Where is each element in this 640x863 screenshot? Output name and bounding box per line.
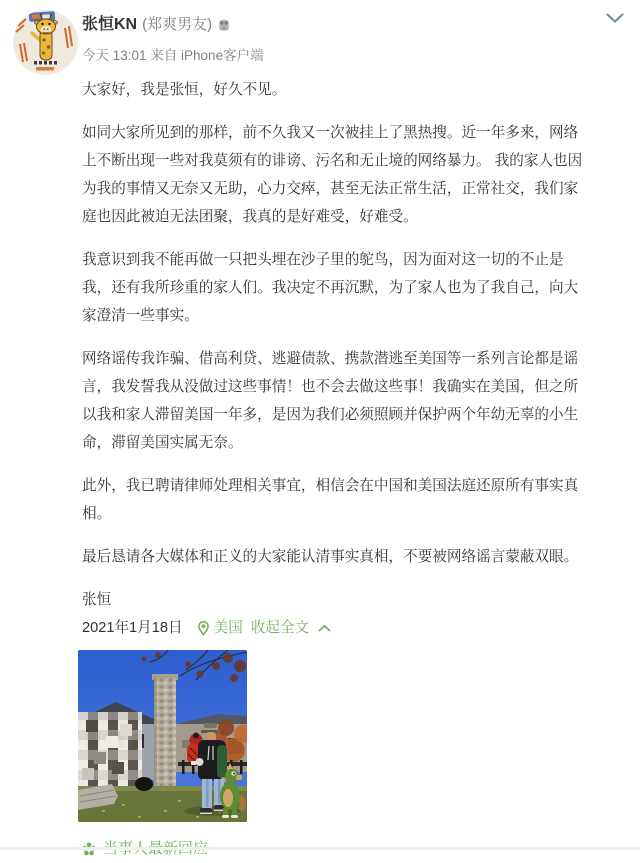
paragraph: 网络谣传我诈骗、借高利贷、逃避债款、携款潜逃至美国等一系列言论都是谣言，我发誓我从没做过这些事情！也不会去做这些事！我确实在美国，但之所以我和家人滞留美国一年多，是因为我们必须照顾并保护两个年幼无辜的小生命，滞留美国实属无奈。 — [82, 351, 579, 451]
giraffe-avatar-art — [13, 10, 78, 75]
member-badge-icon — [217, 18, 231, 32]
post-text — [82, 76, 592, 863]
user-line — [82, 0, 594, 35]
paragraph: 大家好，我是张恒，好久不见。 — [82, 82, 287, 98]
username-note: (郑爽男友) — [142, 16, 213, 33]
signature: 张恒 — [82, 592, 112, 608]
paragraph: 此外，我已聘请律师处理相关事宜，相信会在中国和美国法庭还原所有事实真相。 — [82, 478, 579, 522]
paragraph: 最后恳请各大媒体和正义的大家能认清事实真相，不要被网络谣言蒙蔽双眼。 — [82, 549, 579, 565]
family-photo-art — [78, 650, 247, 822]
location-link[interactable] — [197, 614, 243, 642]
paragraph: 如同大家所见到的那样，前不久我又一次被挂上了黑热搜。近一年多来，网络上不断出现一些对我莫须有的诽谤、污名和无止境的网络暴力。 我的家人也因为我的事情又无奈又无助，心力交瘁，甚至无法正常生活，正常社交，我们家庭也因此被迫无法团聚，我真的是好难受，好难受。 — [82, 125, 583, 225]
paragraph: 我意识到我不能再做一只把头埋在沙子里的鸵鸟，因为面对这一切的不止是我，还有我所珍重的家人们。我决定不再沉默，为了家人也为了我自己，向大家澄清一些事实。 — [82, 252, 579, 324]
post-photo[interactable] — [78, 650, 247, 822]
avatar[interactable] — [13, 10, 78, 75]
post-menu-button[interactable] — [606, 12, 624, 24]
collapse-fulltext-link[interactable] — [251, 614, 331, 642]
timestamp-source-link[interactable]: 今天 13:01 来自 iPhone客户端 — [82, 48, 264, 63]
location-label: 美国 — [213, 620, 243, 636]
date-row — [82, 614, 592, 642]
chevron-up-icon — [318, 624, 331, 633]
post-content — [82, 0, 594, 863]
username[interactable]: 张恒KN — [82, 16, 138, 33]
post-date: 2021年1月18日 — [82, 620, 183, 636]
collapse-label: 收起全文 — [250, 620, 310, 636]
location-pin-icon — [197, 620, 210, 636]
chevron-down-icon — [606, 13, 624, 25]
